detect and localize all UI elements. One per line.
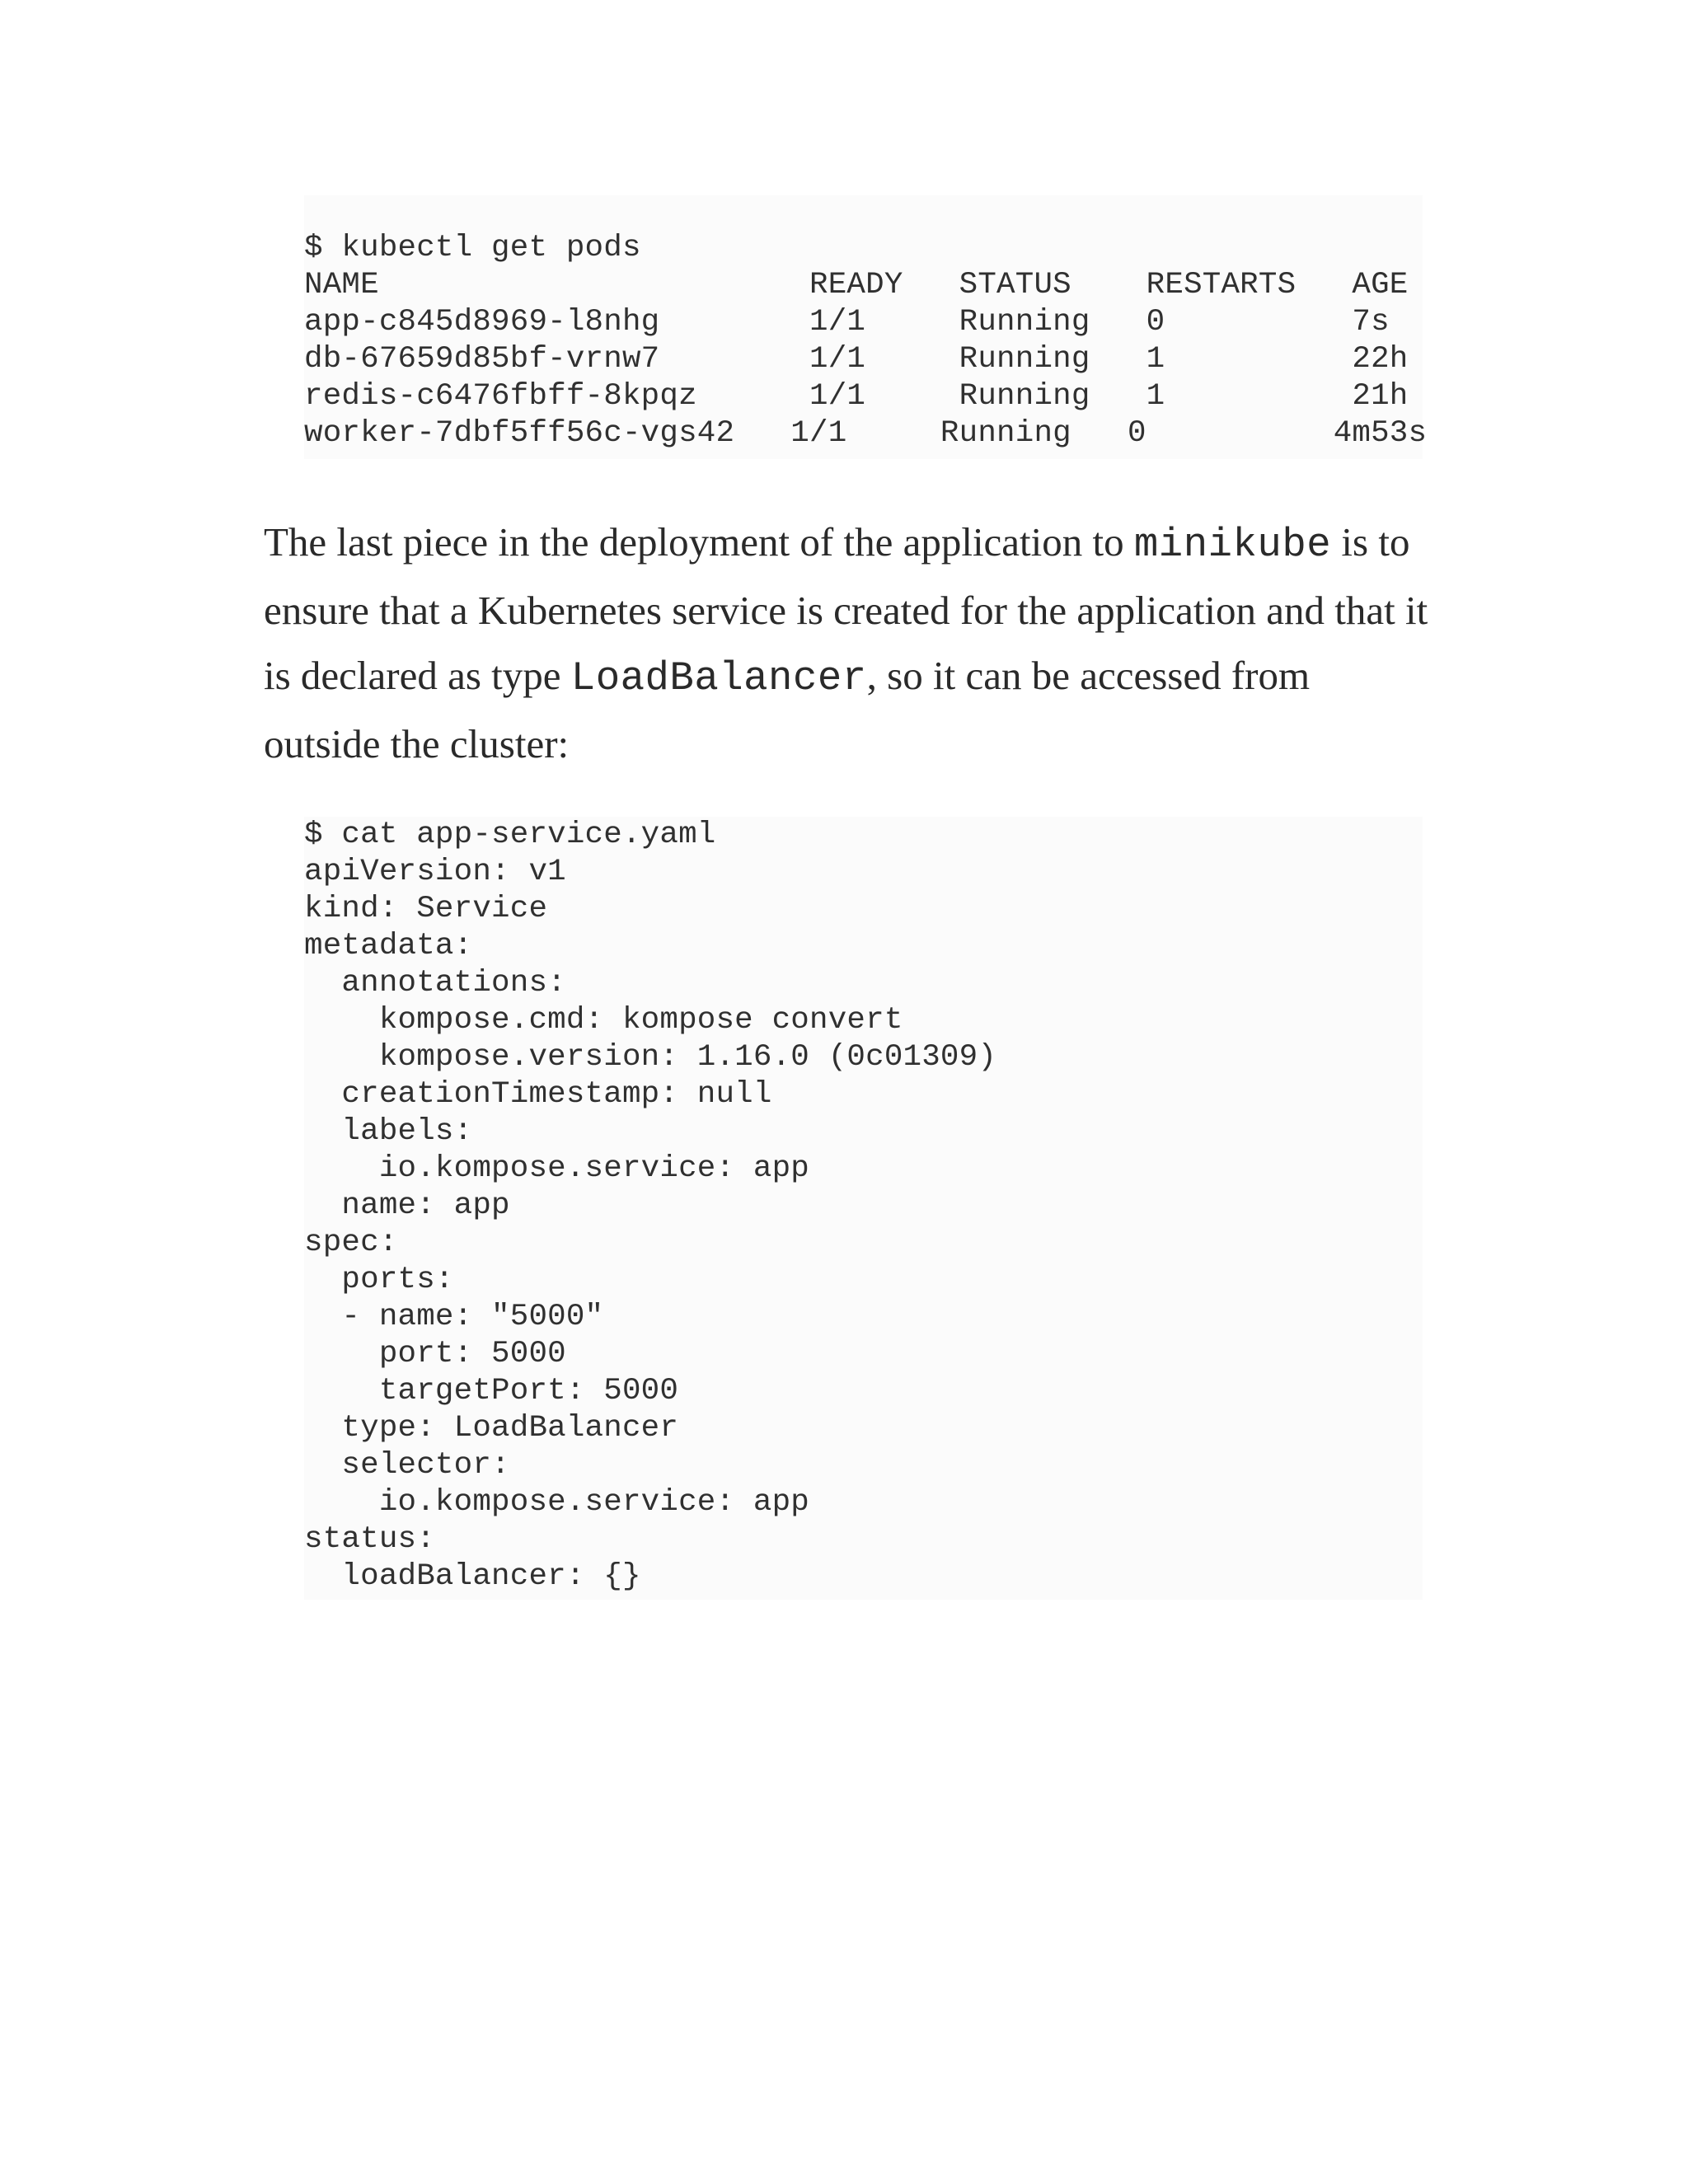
paragraph-text: is to ensure that a Kubernetes service is created for the application and that it is declared as type <box>264 519 1428 698</box>
code-line-pod-row: worker-7dbf5ff56c-vgs42 1/1 Running 0 4m53s <box>304 416 1428 451</box>
code-line-yaml: port: 5000 <box>304 1337 566 1371</box>
code-line-yaml: - name: "5000" <box>304 1300 604 1334</box>
inline-code-minikube: minikube <box>1133 522 1332 568</box>
code-line-yaml: kind: Service <box>304 892 548 926</box>
code-line-yaml: kompose.version: 1.16.0 (0c01309) <box>304 1040 997 1075</box>
code-line-table-header: NAME READY STATUS RESTARTS AGE <box>304 268 1409 302</box>
code-line-yaml: annotations: <box>304 966 566 1001</box>
code-line-yaml: loadBalancer: {} <box>304 1559 641 1594</box>
code-line-yaml: name: app <box>304 1188 510 1223</box>
paragraph-text: , so it can be accessed from outside the cluster: <box>264 653 1311 766</box>
code-line-yaml: creationTimestamp: null <box>304 1077 772 1112</box>
code-line-yaml: apiVersion: v1 <box>304 855 566 889</box>
paragraph-text: The last piece in the deployment of the application to <box>264 519 1134 565</box>
code-line-pod-row: app-c845d8969-l8nhg 1/1 Running 0 7s <box>304 305 1390 340</box>
code-line-pod-row: redis-c6476fbff-8kpqz 1/1 Running 1 21h <box>304 379 1409 414</box>
app-service-yaml-code-block <box>304 817 1423 1600</box>
code-line-yaml: status: <box>304 1522 435 1557</box>
code-line-yaml: ports: <box>304 1263 454 1297</box>
code-line-yaml: type: LoadBalancer <box>304 1411 679 1446</box>
code-line-yaml: kompose.cmd: kompose convert <box>304 1003 903 1038</box>
body-paragraph <box>264 509 1434 776</box>
code-line-yaml: io.kompose.service: app <box>304 1151 809 1186</box>
inline-code-loadbalancer: LoadBalancer <box>570 655 867 701</box>
code-line-yaml: selector: <box>304 1448 510 1483</box>
code-line-yaml: targetPort: 5000 <box>304 1374 679 1408</box>
code-line-command: $ cat app-service.yaml <box>304 818 716 852</box>
code-line-command: $ kubectl get pods <box>304 231 641 265</box>
kubectl-get-pods-code-block <box>304 195 1428 459</box>
code-line-yaml: labels: <box>304 1114 473 1149</box>
code-line-yaml: io.kompose.service: app <box>304 1485 809 1520</box>
code-line-yaml: spec: <box>304 1226 398 1260</box>
code-line-pod-row: db-67659d85bf-vrnw7 1/1 Running 1 22h <box>304 342 1409 377</box>
code-line-yaml: metadata: <box>304 929 473 963</box>
